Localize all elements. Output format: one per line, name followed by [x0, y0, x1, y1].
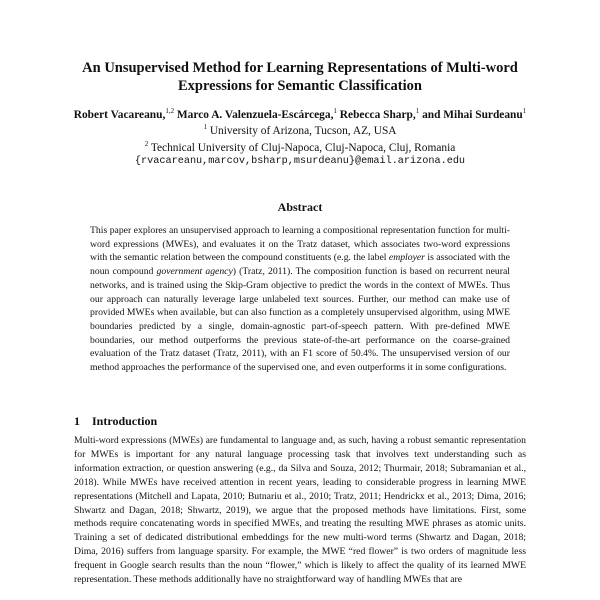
abstract-heading: Abstract: [277, 200, 323, 214]
author-affiliation-mark: 1: [415, 107, 420, 115]
introduction-body: [74, 434, 526, 587]
author-emails: {rvacareanu,marcov,bsharp,msurdeanu}@email.arizona.edu: [134, 156, 466, 167]
author-affiliation-mark: 1,2: [165, 107, 175, 115]
abstract-emphasis: employer: [388, 252, 425, 264]
affiliation-text: Technical University of Cluj-Napoca, Cluj-Napoca, Cluj, Romania: [150, 142, 456, 154]
abstract-emphasis: government agency: [156, 266, 233, 278]
abstract-body: [90, 224, 510, 375]
author-name: and Mihai Surdeanu: [422, 109, 523, 121]
affiliation-mark: 2: [144, 140, 149, 148]
affiliation: [20, 124, 580, 138]
author-name: Marco A. Valenzuela-Escárcega,: [176, 109, 334, 121]
author-name: Rebecca Sharp,: [339, 109, 416, 121]
author-name: Robert Vacareanu,: [73, 109, 166, 121]
author-affiliation-mark: 1: [522, 107, 527, 115]
abstract-text: This paper explores an unsupervised approach to learning a compositional representation function for multi-word expressions (MWEs), and evaluates it on the Tratz dataset, which associates two-word expressions with the semantic relation between the compound constituents (e.g. the label: [90, 225, 510, 264]
author-affiliation-mark: 1: [333, 107, 337, 115]
author-list: [20, 108, 580, 122]
affiliation-mark: 1: [203, 123, 207, 131]
paper-title: An Unsupervised Method for Learning Representations of Multi-word Expressions for Semantic Classification: [82, 60, 518, 94]
section-number: 1: [74, 414, 80, 428]
introduction-paragraph: Multi-word expressions (MWEs) are fundamental to language and, as such, having a robust semantic representation for MWEs is important for any natural language processing task that involves text understanding such as information extraction, or question answering (e.g., da Silva and Souza, 2012; Thurmair, 2018; Subramanian et al., 2018). While MWEs have received attention in recent years, leading to considerable progress in learning MWE representations (Mitchell and Lapata, 2010; Butnariu et al., 2010; Tratz, 2011; Hendrickx et al., 2013; Dima, 2016; Shwartz and Dagan, 2018; Shwartz, 2019), we argue that the proposed methods have limitations. First, some methods require concatenating words in specified MWEs, and treating the resulting MWE phrases as atomic units. Training a set of dedicated distributional embeddings for the new multi-word terms (Shwartz and Dagan, 2018; Dima, 2016) suffers from language sparsity. For example, the MWE “red flower” is two orders of magnitude less frequent in Google search results than the noun “flower,” which is likely to affect the quality of its learned MWE representation. These methods additionally have no straightforward way of handling MWEs that are: [74, 435, 526, 586]
section-title: Introduction: [92, 414, 158, 428]
affiliation: [20, 141, 580, 155]
section-heading-introduction: [74, 414, 157, 429]
abstract-text: is associated with the noun compound: [90, 252, 510, 278]
affiliation-text: University of Arizona, Tucson, AZ, USA: [209, 125, 397, 137]
abstract-text: ) (Tratz, 2011). The composition function is based on recurrent neural networks, and is trained using the Skip-Gram objective to predict the words in the context of MWEs. Thus our approach can naturally leverage large unlabeled text sources. Further, our method can make use of provided MWEs when available, but can also function as a completely unsupervised algorithm, using MWE boundaries predicted by a single, domain-agnostic part-of-speech pattern. With pre-defined MWE boundaries, our method outperforms the previous state-of-the-art performance on the coarse-grained evaluation of the Tratz dataset (Tratz, 2011), with an F1 score of 50.4%. The unsupervised version of our method approaches the performance of the supervised one, and even outperforms it in some configurations.: [90, 266, 510, 374]
